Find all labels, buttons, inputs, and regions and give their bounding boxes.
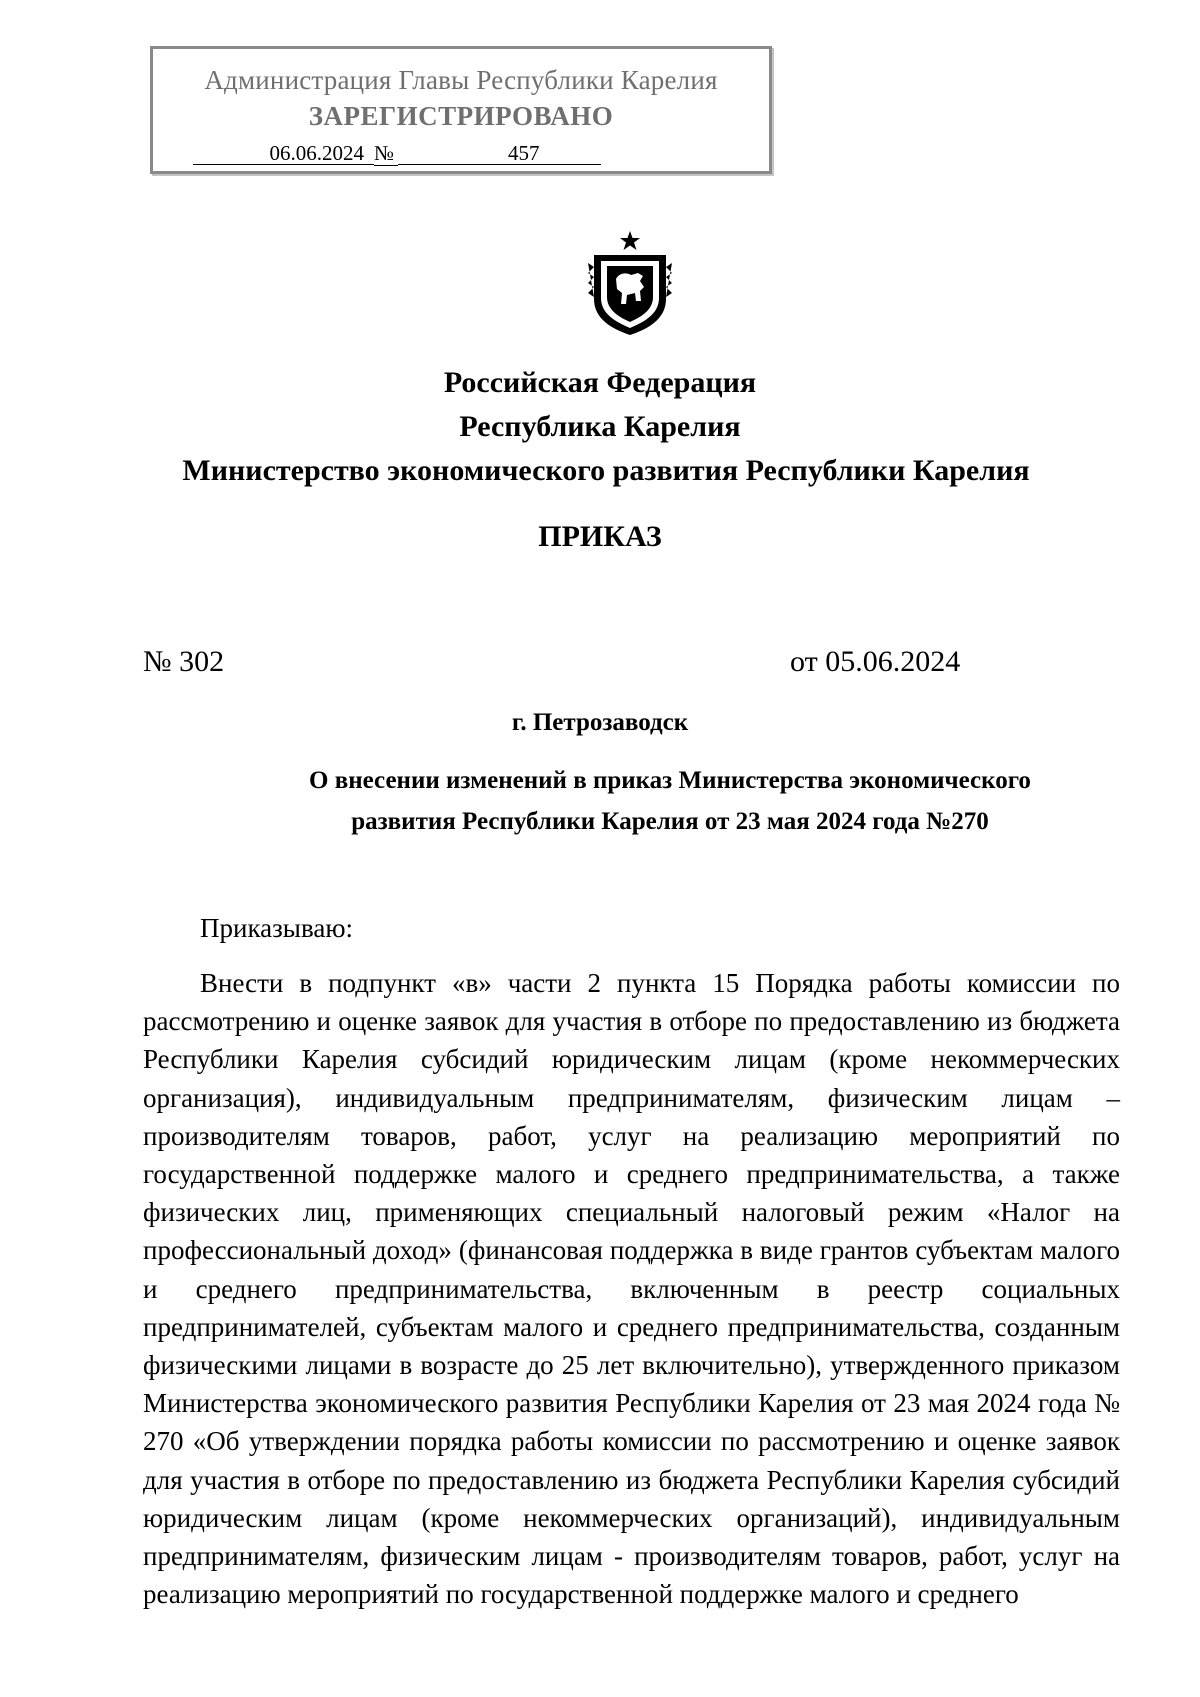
- document-number: № 302: [143, 645, 225, 678]
- country-title: Российская Федерация: [443, 366, 757, 399]
- registration-stamp: [150, 46, 772, 174]
- document-type: ПРИКАЗ: [538, 520, 662, 553]
- order-word: Приказываю:: [200, 913, 353, 943]
- document-city: г. Петрозаводск: [511, 709, 689, 736]
- stamp-reg-number: 457: [398, 141, 601, 165]
- stamp-organization: Администрация Главы Республики Карелия: [204, 65, 718, 95]
- stamp-registration-line: [193, 141, 601, 169]
- stamp-reg-date: 06.06.2024: [193, 141, 374, 165]
- ministry-title: Министерство экономического развития Республики Карелия: [182, 454, 1030, 487]
- subject-line-2: развития Республики Карелия от 23 мая 2024 года №270: [351, 808, 989, 835]
- stamp-number-label: №: [374, 141, 398, 166]
- republic-title: Республика Карелия: [459, 410, 741, 443]
- body-paragraph: Внести в подпункт «в» части 2 пункта 15 Порядка работы комиссии по рассмотрению и оценке заявок для участия в отборе по предоставлению из бюджета Республики Карелия субсидий юридическим лицам (кроме некоммерческих организация), индивидуальным предпринимателям, физическим лицам – производителям товаров, работ, услуг на реализацию мероприятий по государственной поддержке малого и среднего предпринимательства, а также физических лиц, применяющих специальный налоговый режим «Налог на профессиональный доход» (финансовая поддержка в виде грантов субъектам малого и среднего предпринимательства, включенным в реестр социальных предпринимателей, субъектам малого и среднего предпринимательства, созданным физическими лицами в возрасте до 25 лет включительно), утвержденного приказом Министерства экономического развития Республики Карелия от 23 мая 2024 года № 270 «Об утверждении порядка работы комиссии по рассмотрению и оценке заявок для участия в отборе по предоставлению из бюджета Республики Карелия субсидий юридическим лицам (кроме некоммерческих организаций), индивидуальным предпринимателям, физическим лицам - производителям товаров, работ, услуг на реализацию мероприятий по государственной поддержке малого и среднего: [143, 968, 1120, 1610]
- document-date: от 05.06.2024: [790, 645, 961, 678]
- karelia-coat-of-arms-icon: [586, 229, 674, 337]
- stamp-status: ЗАРЕГИСТРИРОВАНО: [308, 101, 614, 131]
- subject-line-1: О внесении изменений в приказ Министерства экономического: [309, 767, 1031, 794]
